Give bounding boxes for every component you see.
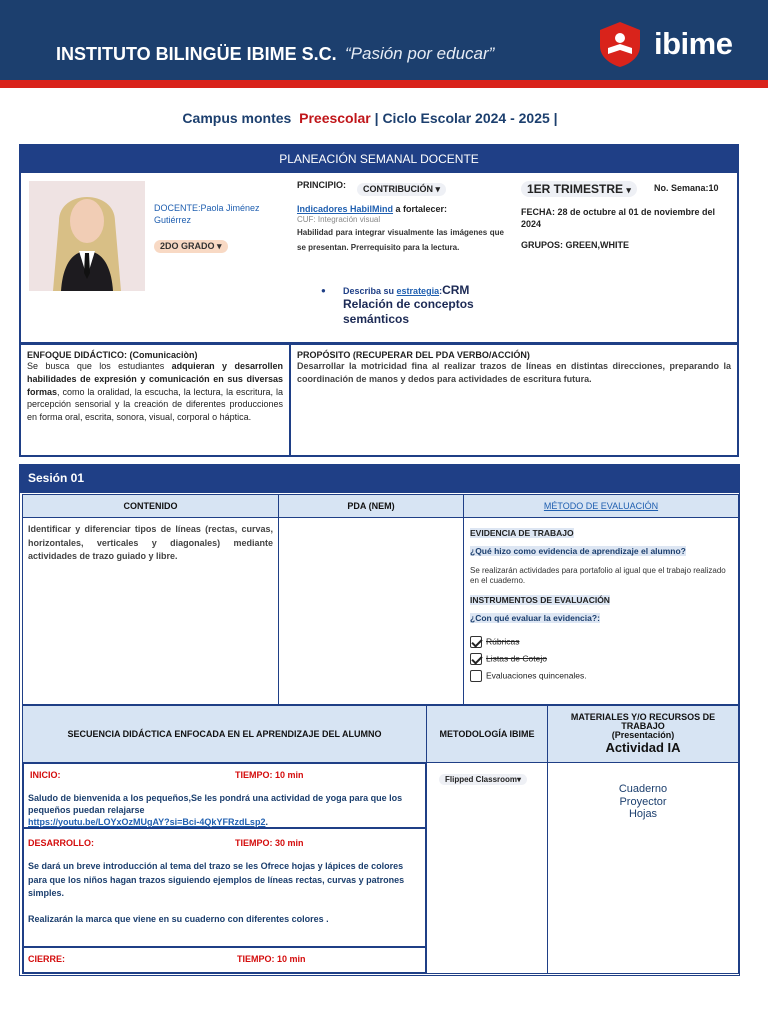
campus-separator: | bbox=[374, 110, 379, 126]
check-label: Rúbricas bbox=[486, 636, 520, 647]
ibime-logo-text: ibime bbox=[654, 26, 733, 61]
instrumentos-title: INSTRUMENTOS DE EVALUACIÓN bbox=[470, 595, 610, 605]
evidencia-title: EVIDENCIA DE TRABAJO bbox=[470, 528, 574, 538]
desarrollo-text: Se dará un breve introducción al tema del trazo se les Ofrece hojas y lápices de colores para que los niños hagan trazos siguiendo ejemplos de líneas rectas, curvas y patrones simples. bbox=[28, 861, 405, 898]
trimestre-value: 1ER TRIMESTRE bbox=[527, 182, 624, 196]
contenido-cell bbox=[22, 517, 279, 705]
trimestre-dropdown[interactable] bbox=[521, 180, 637, 198]
evidencia-question: ¿Qué hizo como evidencia de aprendizaje el alumno? bbox=[470, 546, 686, 556]
campus-level: Preescolar bbox=[299, 110, 371, 126]
divider bbox=[24, 827, 425, 829]
grade-dropdown[interactable] bbox=[154, 236, 228, 254]
chevron-down-icon: ▾ bbox=[435, 184, 441, 194]
metodologia-cell bbox=[426, 762, 548, 974]
enfoque-title: ENFOQUE DIDÁCTICO: (Comunicaciòn) bbox=[27, 350, 198, 360]
secuencia-cell bbox=[22, 762, 427, 974]
semana-number: No. Semana:10 bbox=[654, 183, 719, 193]
pda-cell bbox=[278, 517, 464, 705]
header-red-stripe bbox=[0, 80, 768, 88]
evidencia-text: Se realizarán actividades para portafolio al igual que el trabajo realizado en el cuaderno. bbox=[470, 566, 726, 585]
header-banner bbox=[0, 0, 768, 80]
col-pda: PDA (NEM) bbox=[278, 494, 464, 518]
indicadores-line bbox=[297, 204, 447, 214]
enfoque-text-c: , como la oralidad, la escucha, la lectura, la escritura, la percepción sensorial y la creación de diferentes producciones en forma oral, escrita, sonora, visual, corporal o háptica. bbox=[27, 386, 283, 423]
materiales-header-1: MATERIALES Y/O RECURSOS DE TRABAJO bbox=[570, 711, 716, 731]
proposito-box bbox=[289, 343, 739, 457]
bullet-icon: ● bbox=[321, 286, 326, 295]
enfoque-text bbox=[27, 360, 283, 424]
checkbox-checked-icon[interactable] bbox=[470, 653, 482, 665]
metodo-cell bbox=[463, 517, 739, 705]
enfoque-text-a: Se busca que los estudiantes bbox=[27, 361, 172, 371]
campus-separator-end: | bbox=[553, 110, 558, 126]
desarrollo-tiempo: TIEMPO: 30 min bbox=[235, 838, 304, 848]
chevron-down-icon: ▾ bbox=[626, 185, 631, 195]
campus-name: Campus montes bbox=[182, 110, 292, 126]
youtube-link[interactable]: https://youtu.be/LOYxOzMUgAY?si=Bci-4QkYFRzdLsp2 bbox=[28, 817, 266, 827]
check-label: Evaluaciones quincenales. bbox=[486, 670, 587, 681]
inicio-label: INICIO: bbox=[30, 770, 61, 780]
sesion-title: Sesión 01 bbox=[28, 471, 85, 485]
chevron-down-icon: ▾ bbox=[217, 241, 222, 251]
enfoque-box bbox=[19, 343, 291, 457]
grupos-text: GRUPOS: GREEN,WHITE bbox=[521, 240, 630, 250]
metodologia-value: Flipped Classroom bbox=[445, 775, 518, 784]
planeacion-box bbox=[19, 144, 739, 344]
teacher-photo bbox=[29, 181, 145, 291]
indicadores-habilmind-link[interactable]: Indicadores HabilMind bbox=[297, 204, 394, 214]
grade-value: 2DO GRADO bbox=[160, 241, 215, 251]
ibime-shield-logo-icon bbox=[596, 20, 644, 68]
check-listas-cotejo[interactable] bbox=[470, 653, 732, 670]
indicadores-suffix: a fortalecer: bbox=[395, 204, 448, 214]
materiales-list bbox=[548, 783, 738, 821]
teacher-name: DOCENTE:Paola Jiménez Gutiérrez bbox=[154, 203, 260, 225]
teacher-portrait-image bbox=[29, 181, 145, 291]
inicio-dot: . bbox=[265, 817, 268, 827]
check-rubricas[interactable] bbox=[470, 636, 732, 653]
instrumentos-question: ¿Con qué evaluar la evidencia?: bbox=[470, 613, 600, 623]
estrategia-description: Relación de conceptos semánticos bbox=[343, 297, 474, 326]
institute-motto: “Pasión por educar” bbox=[345, 44, 495, 63]
inicio-text bbox=[28, 792, 423, 828]
materiales-cell bbox=[547, 762, 739, 974]
desarrollo-text-2: Realizarán la marca que viene en su cuaderno con diferentes colores . bbox=[28, 914, 329, 924]
fecha-text: FECHA: 28 de octubre al 01 de noviembre del 2024 bbox=[521, 207, 716, 229]
materiales-header-ia: Actividad IA bbox=[605, 739, 681, 755]
estrategia-colon: : bbox=[439, 286, 443, 296]
check-label: Listas de Cotejo bbox=[486, 653, 547, 664]
sesion-title-bar bbox=[20, 465, 739, 493]
divider bbox=[24, 946, 425, 948]
planeacion-title: PLANEACIÓN SEMANAL DOCENTE bbox=[21, 146, 737, 173]
cierre-label: CIERRE: bbox=[28, 954, 66, 964]
proposito-text: Desarrollar la motricidad fina al realizar trazos de líneas en distintas direcciones, preparando la coordinación de manos y dedos para actividades de escritura futura. bbox=[297, 361, 731, 384]
estrategia-link[interactable]: estrategia bbox=[396, 286, 440, 296]
material-item: Proyector bbox=[619, 795, 667, 808]
col-metodologia: METODOLOGÍA IBIME bbox=[426, 705, 548, 763]
institute-title: INSTITUTO BILINGÜE IBIME S.C. bbox=[56, 44, 337, 64]
materiales-header-2: (Presentación) bbox=[611, 729, 675, 740]
cuf-text: CUF: Integración visual bbox=[297, 215, 381, 224]
instrumentos-checklist bbox=[470, 636, 732, 687]
estrategia-block bbox=[321, 283, 511, 327]
cierre-tiempo: TIEMPO: 10 min bbox=[237, 954, 306, 964]
checkbox-checked-icon[interactable] bbox=[470, 636, 482, 648]
enfoque-text-bold: adquieran y desarrollen habilidades de expresión y comunicación en sus diversas formas bbox=[27, 361, 283, 397]
material-item: Hojas bbox=[628, 808, 658, 820]
col-metodo-evaluacion[interactable]: MÉTODO DE EVALUACIÓN bbox=[463, 494, 739, 518]
col-secuencia: SECUENCIA DIDÁCTICA ENFOCADA EN EL APRENDIZAJE DEL ALUMNO bbox=[22, 705, 427, 763]
material-item: Cuaderno bbox=[618, 783, 668, 795]
chevron-down-icon: ▾ bbox=[517, 775, 522, 784]
check-evaluaciones[interactable] bbox=[470, 670, 732, 687]
estrategia-prefix: Describa su bbox=[343, 286, 395, 296]
metodologia-dropdown[interactable] bbox=[439, 769, 527, 787]
principio-value: CONTRIBUCIÓN bbox=[363, 184, 433, 194]
sesion-box bbox=[19, 464, 740, 976]
checkbox-unchecked-icon[interactable] bbox=[470, 670, 482, 682]
proposito-title: PROPÓSITO (RECUPERAR DEL PDA VERBO/ACCIÓN) bbox=[297, 350, 530, 360]
inicio-tiempo: TIEMPO: 10 min bbox=[235, 770, 304, 780]
contenido-text: Identificar y diferenciar tipos de líneas (rectas, curvas, horizontales, verticales y diagonales) mediante actividades de trazo guiado y libre. bbox=[28, 524, 273, 561]
principio-label: PRINCIPIO: bbox=[297, 180, 347, 190]
inicio-description: Saludo de bienvenida a los pequeños,Se les pondrá una actividad de yoga para que los pequeños puedan relajarse bbox=[28, 793, 403, 815]
estrategia-value: CRM bbox=[442, 283, 470, 297]
desarrollo-label: DESARROLLO: bbox=[28, 838, 94, 848]
col-contenido: CONTENIDO bbox=[22, 494, 279, 518]
campus-line bbox=[0, 110, 740, 126]
school-cycle: Ciclo Escolar 2024 - 2025 bbox=[382, 110, 550, 126]
principio-dropdown[interactable] bbox=[357, 179, 446, 197]
habilidad-text: Habilidad para integrar visualmente las imágenes que se presentan. Prerrequisito para la lectura. bbox=[297, 228, 504, 252]
col-materiales bbox=[547, 705, 739, 763]
